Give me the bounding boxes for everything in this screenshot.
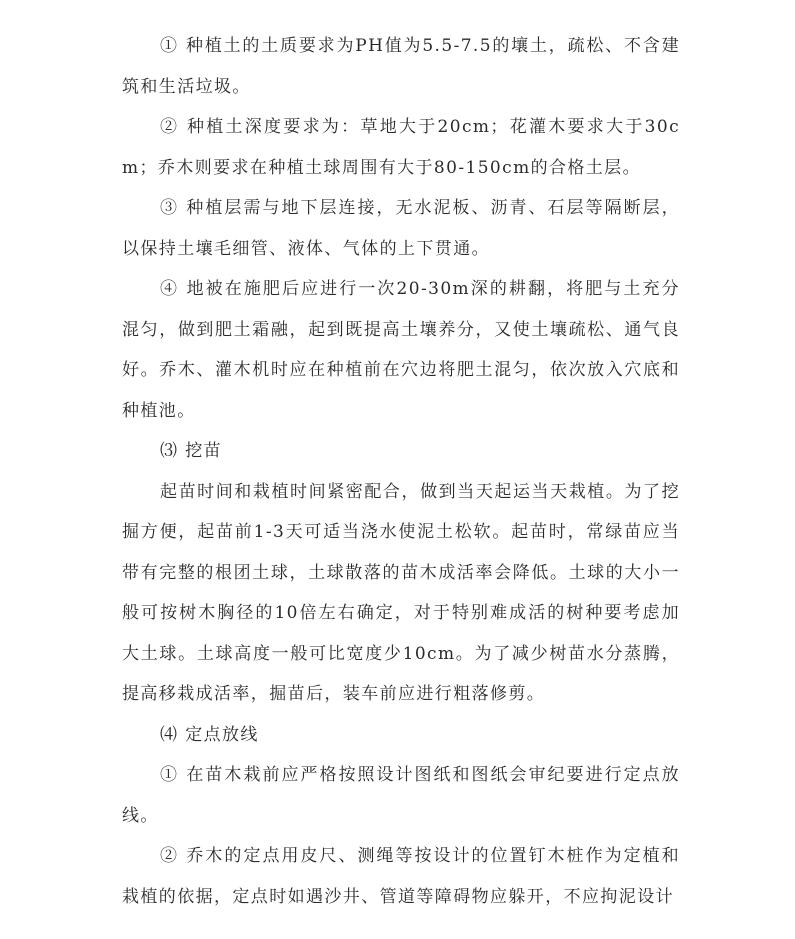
paragraph-digging: 起苗时间和栽植时间紧密配合，做到当天起运当天栽植。为了挖掘方便，起苗前1-3天可适当浇水使泥土松软。起苗时，常绿苗应当带有完整的根团土球，土球散落的苗木成活率会降低。土球的大小一般可按树木胸径的10倍左右确定，对于特别难成活的树种要考虑加大土球。土球高度一般可比宽度少10cm。为了减少树苗水分蒸腾，提高移栽成活率，掘苗后，装车前应进行粗落修剪。 xyxy=(122,481,680,704)
heading-staking-out: ⑷ 定点放线 xyxy=(160,724,259,745)
paragraph-soil-layer: ③ 种植层需与地下层连接，无水泥板、沥青、石层等隔断层，以保持土壤毛细管、液体、气体的上下贯通。 xyxy=(122,198,680,259)
document-body xyxy=(122,26,680,917)
paragraph-soil-quality: ① 种植土的土质要求为PH值为5.5-7.5的壤土，疏松、不含建筑和生活垃圾。 xyxy=(122,36,680,97)
paragraph-tilling: ④ 地被在施肥后应进行一次20-30m深的耕翻，将肥与土充分混匀，做到肥土霜融，起到既提高土壤养分，又使土壤疏松、通气良好。乔木、灌木机时应在种植前在穴边将肥土混匀，依次放入穴底和种植池。 xyxy=(122,279,680,421)
paragraph-staking-1: ① 在苗木栽前应严格按照设计图纸和图纸会审纪要进行定点放线。 xyxy=(122,765,680,826)
paragraph-staking-2: ② 乔木的定点用皮尺、测绳等按设计的位置钉木桩作为定植和栽植的依据，定点时如遇沙井、管道等障碍物应躲开，不应拘泥设计 xyxy=(122,846,680,907)
paragraph-soil-depth: ② 种植土深度要求为：草地大于20cm；花灌木要求大于30cm；乔木则要求在种植土球周围有大于80-150cm的合格土层。 xyxy=(122,117,680,178)
heading-digging-seedlings: ⑶ 挖苗 xyxy=(160,441,223,461)
